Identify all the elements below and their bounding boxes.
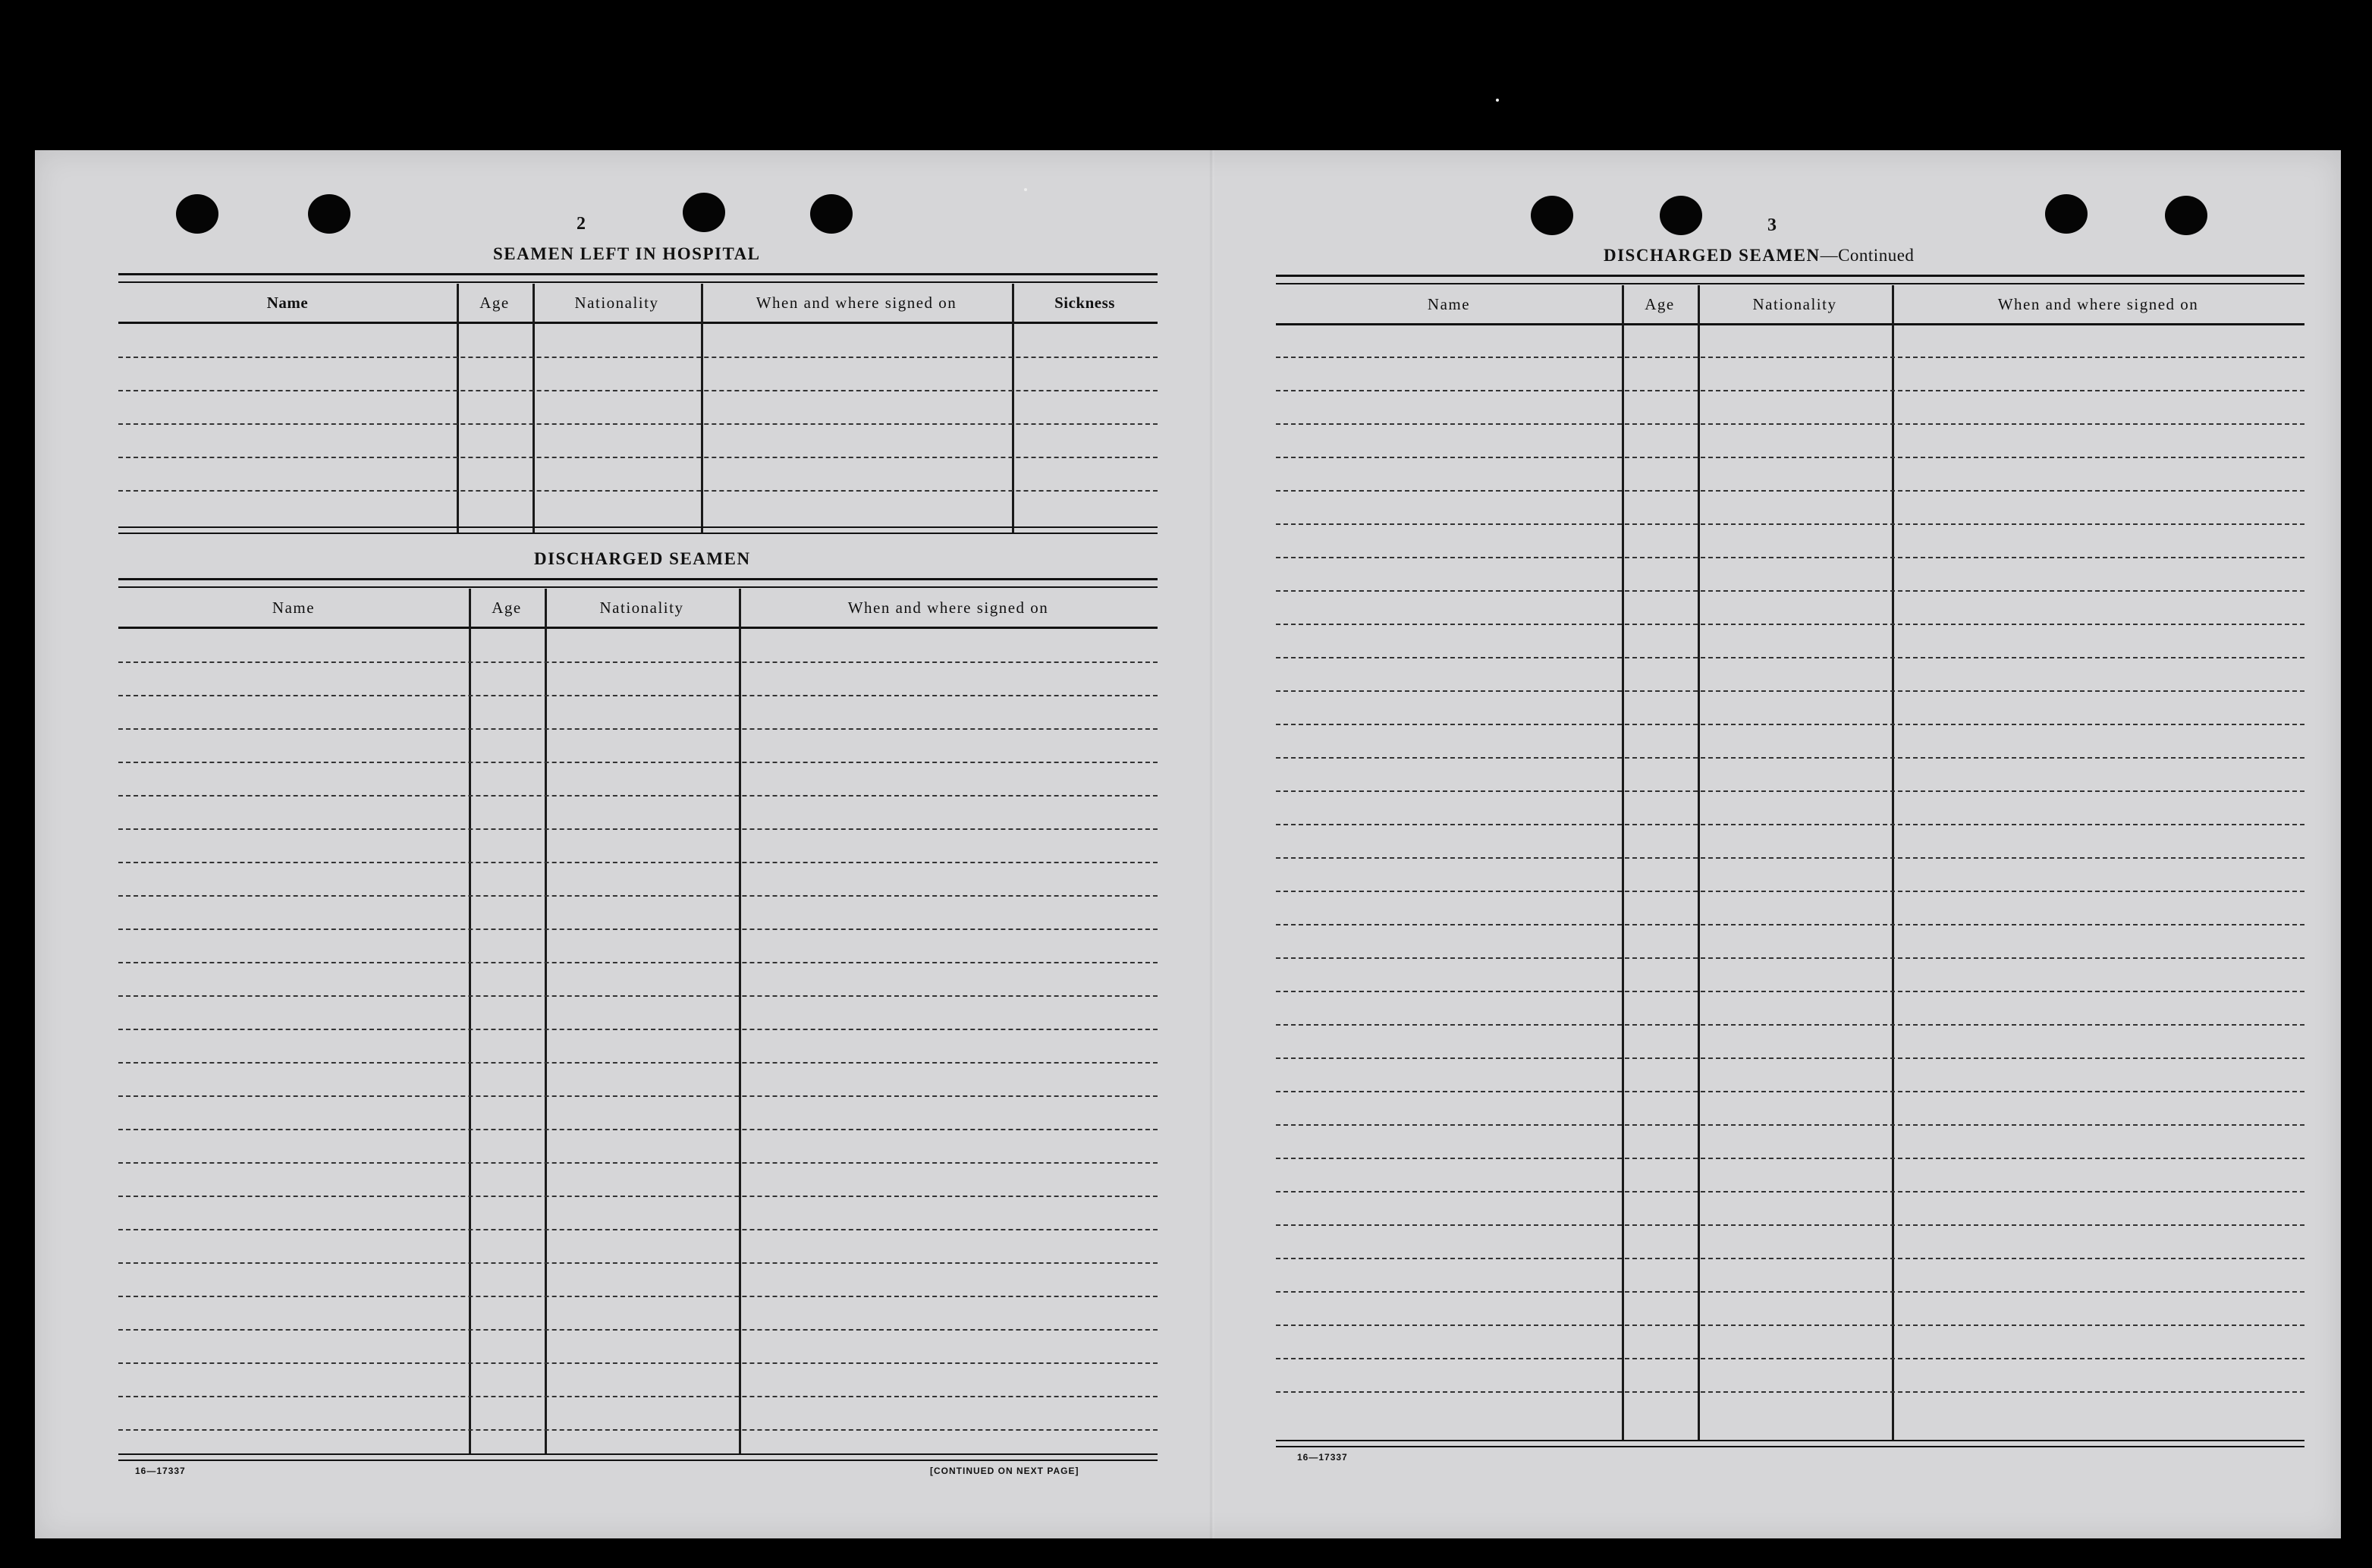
table-row [118, 1329, 1158, 1331]
table-row [118, 1029, 1158, 1030]
table-row [1276, 724, 2304, 725]
table-row [118, 1196, 1158, 1197]
table-row [118, 1062, 1158, 1064]
column-divider [739, 589, 741, 1453]
table-row [118, 1129, 1158, 1130]
table-row [118, 962, 1158, 963]
table-row [1276, 1158, 2304, 1159]
discharged-continued-title-main: DISCHARGED SEAMEN [1604, 246, 1821, 265]
column-header-nationality: Nationality [1752, 294, 1837, 313]
column-header-age: Age [479, 293, 510, 312]
table-top-rule [1276, 275, 2304, 284]
table-row [1276, 1191, 2304, 1192]
table-row [1276, 757, 2304, 759]
table-row [1276, 357, 2304, 358]
table-row [1276, 657, 2304, 658]
table-row [118, 490, 1158, 492]
table-row [118, 762, 1158, 763]
table-row [1276, 390, 2304, 391]
column-header-sickness: Sickness [1054, 293, 1115, 312]
table-row [1276, 557, 2304, 558]
column-header-nationality: Nationality [599, 598, 684, 617]
page-number-right: 3 [1767, 215, 1777, 235]
table-row [118, 695, 1158, 696]
table-row [1276, 957, 2304, 959]
table-row [1276, 1391, 2304, 1393]
table-row [118, 423, 1158, 425]
table-row [1276, 523, 2304, 525]
table-row [118, 1296, 1158, 1297]
table-row [1276, 891, 2304, 892]
table-header [1276, 285, 2304, 325]
column-header-name: Name [1427, 294, 1471, 313]
table-top-rule [118, 578, 1158, 588]
page-number-left: 2 [577, 214, 586, 234]
speck [1024, 188, 1027, 191]
table-row [118, 1229, 1158, 1230]
column-divider [1622, 285, 1624, 1440]
table-row [118, 929, 1158, 930]
table-row [1276, 1057, 2304, 1059]
table-row [118, 995, 1158, 997]
table-row [118, 1396, 1158, 1397]
form-number-right: 16—17337 [1297, 1452, 1348, 1463]
table-row [1276, 1124, 2304, 1126]
table-row [1276, 590, 2304, 592]
column-header-signed-on: When and where signed on [847, 598, 1049, 617]
table-row [118, 728, 1158, 730]
table-row [118, 895, 1158, 897]
table-row [1276, 1291, 2304, 1293]
table-row [118, 357, 1158, 358]
column-header-signed-on: When and where signed on [1997, 294, 2199, 313]
table-row [118, 661, 1158, 663]
table-bottom-rule [1276, 1440, 2304, 1447]
table-row [1276, 457, 2304, 458]
discharged-table-right [1276, 275, 2304, 1449]
table-row [1276, 1224, 2304, 1226]
table-row [118, 1362, 1158, 1364]
continued-note: [CONTINUED ON NEXT PAGE] [930, 1466, 1079, 1476]
table-bottom-rule [118, 526, 1158, 534]
column-divider [701, 284, 703, 534]
table-row [118, 390, 1158, 391]
table-row [1276, 924, 2304, 925]
table-row [118, 795, 1158, 797]
discharged-section-title: DISCHARGED SEAMEN [534, 549, 751, 568]
punch-hole [176, 194, 218, 234]
form-number-left: 16—17337 [135, 1466, 186, 1476]
table-top-rule [118, 273, 1158, 283]
column-divider [1892, 285, 1894, 1440]
punch-hole [810, 194, 853, 234]
table-row [118, 1095, 1158, 1097]
column-divider [1012, 284, 1014, 534]
table-row [1276, 1358, 2304, 1359]
column-header-age: Age [1645, 294, 1675, 313]
table-row [1276, 490, 2304, 492]
column-divider [1698, 285, 1700, 1440]
discharged-continued-title-suffix: —Continued [1820, 246, 1915, 265]
table-row [118, 457, 1158, 458]
table-row [1276, 790, 2304, 792]
table-bottom-rule [118, 1453, 1158, 1461]
punch-hole [2165, 196, 2207, 235]
table-row [1276, 690, 2304, 692]
table-row [1276, 1024, 2304, 1026]
hospital-section-title: SEAMEN LEFT IN HOSPITAL [493, 244, 761, 263]
column-header-name: Name [266, 293, 309, 312]
table-row [118, 1162, 1158, 1164]
punch-hole [683, 193, 725, 232]
table-row [1276, 1091, 2304, 1092]
table-row [1276, 857, 2304, 859]
table-row [1276, 991, 2304, 992]
table-row [1276, 1258, 2304, 1259]
table-row [118, 862, 1158, 863]
column-header-nationality: Nationality [574, 293, 659, 312]
discharged-table-left [118, 578, 1158, 1463]
page-fold [1209, 150, 1215, 1538]
punch-hole [308, 194, 350, 234]
table-row [118, 1262, 1158, 1264]
table-row [1276, 824, 2304, 825]
table-row [1276, 624, 2304, 625]
column-divider [457, 284, 459, 534]
punch-hole [2045, 194, 2088, 234]
speck [1496, 99, 1499, 102]
column-header-age: Age [492, 598, 522, 617]
table-row [118, 1429, 1158, 1431]
column-divider [545, 589, 547, 1453]
column-divider [469, 589, 471, 1453]
table-row [1276, 423, 2304, 425]
table-header [118, 284, 1158, 324]
column-header-name: Name [272, 598, 316, 617]
punch-hole [1531, 196, 1573, 235]
punch-hole [1660, 196, 1702, 235]
discharged-continued-title [1604, 246, 1914, 266]
table-row [1276, 1324, 2304, 1326]
column-header-signed-on: When and where signed on [756, 293, 957, 312]
hospital-table [118, 273, 1158, 534]
table-header [118, 589, 1158, 629]
table-row [118, 828, 1158, 830]
document-sheet [35, 150, 2341, 1538]
column-divider [533, 284, 535, 534]
